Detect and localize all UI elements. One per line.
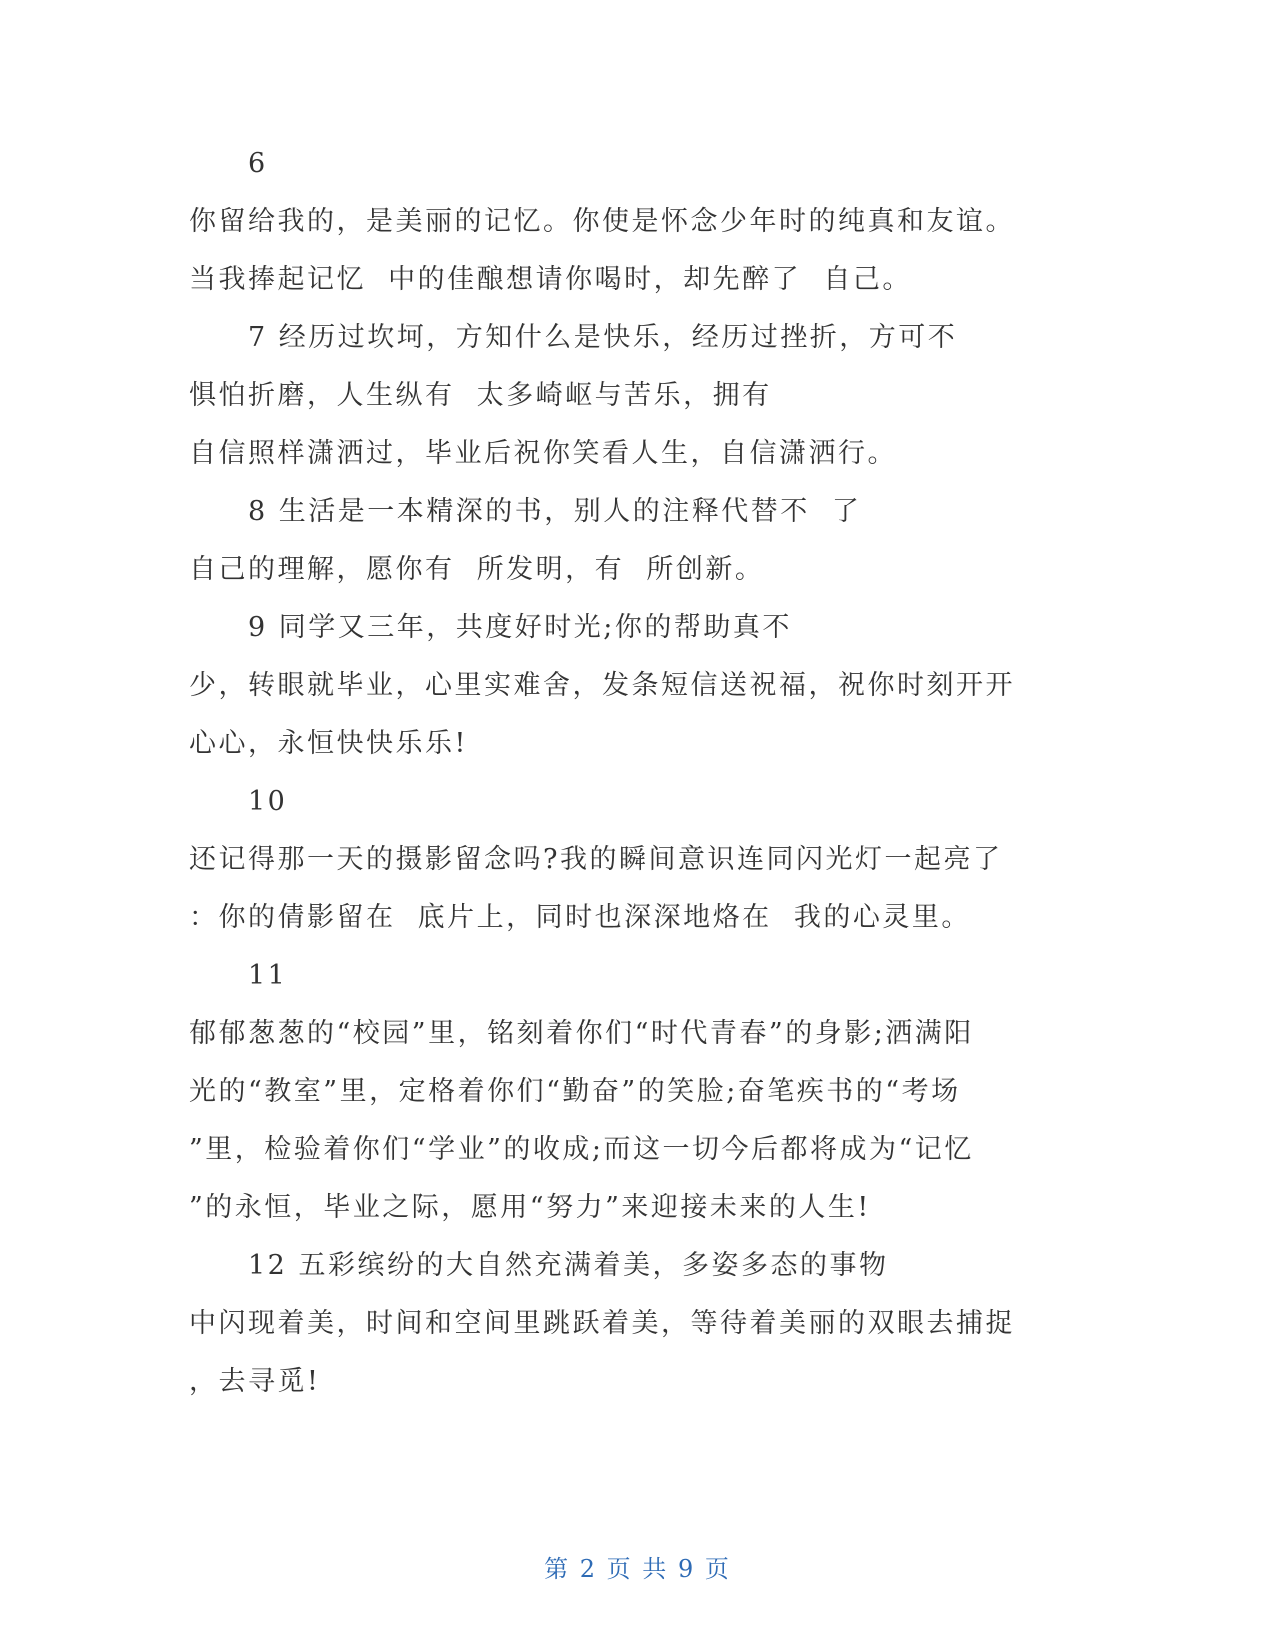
paragraph-line: ：你的倩影留在 底片上，同时也深深地烙在 我的心灵里。 xyxy=(189,902,971,933)
paragraph-line: 7 经历过坎坷，方知什么是快乐，经历过挫折，方可不 xyxy=(248,322,958,353)
paragraph-line: 8 生活是一本精深的书，别人的注释代替不 了 xyxy=(248,496,862,527)
paragraph-line: 自信照样潇洒过，毕业后祝你笑看人生，自信潇洒行。 xyxy=(189,438,897,469)
paragraph-line: 9 同学又三年，共度好时光;你的帮助真不 xyxy=(248,612,792,643)
paragraph-line: 少，转眼就毕业，心里实难舍，发条短信送祝福，祝你时刻开开 xyxy=(189,670,1015,701)
paragraph-line: 光的“教室”里，定格着你们“勤奋”的笑脸;奋笔疾书的“考场 xyxy=(189,1076,961,1107)
paragraph-line: ，去寻觅! xyxy=(189,1366,321,1397)
paragraph-line: 还记得那一天的摄影留念吗?我的瞬间意识连同闪光灯一起亮了 xyxy=(189,844,1003,875)
paragraph-line: 惧怕折磨，人生纵有 太多崎岖与苦乐，拥有 xyxy=(189,380,772,411)
page-footer: 第 2 页 共 9 页 xyxy=(544,1555,731,1583)
paragraph-line: 自己的理解，愿你有 所发明，有 所创新。 xyxy=(189,554,765,585)
section-number: 11 xyxy=(248,960,288,991)
paragraph-line: ”里，检验着你们“学业”的收成;而这一切今后都将成为“记忆 xyxy=(189,1134,974,1165)
paragraph-line: ”的永恒，毕业之际，愿用“努力”来迎接未来的人生! xyxy=(189,1192,871,1223)
paragraph-line: 心心，永恒快快乐乐! xyxy=(189,728,468,759)
section-number: 6 xyxy=(248,148,268,179)
paragraph-line: 你留给我的，是美丽的记忆。你使是怀念少年时的纯真和友谊。 xyxy=(189,206,1015,237)
paragraph-line: 中闪现着美，时间和空间里跳跃着美，等待着美丽的双眼去捕捉 xyxy=(189,1308,1015,1339)
paragraph-line: 郁郁葱葱的“校园”里，铭刻着你们“时代青春”的身影;洒满阳 xyxy=(189,1018,974,1049)
paragraph-line: 12 五彩缤纷的大自然充满着美，多姿多态的事物 xyxy=(248,1250,889,1281)
section-number: 10 xyxy=(248,786,288,817)
paragraph-line: 当我捧起记忆 中的佳酿想请你喝时，却先醉了 自己。 xyxy=(189,264,912,295)
